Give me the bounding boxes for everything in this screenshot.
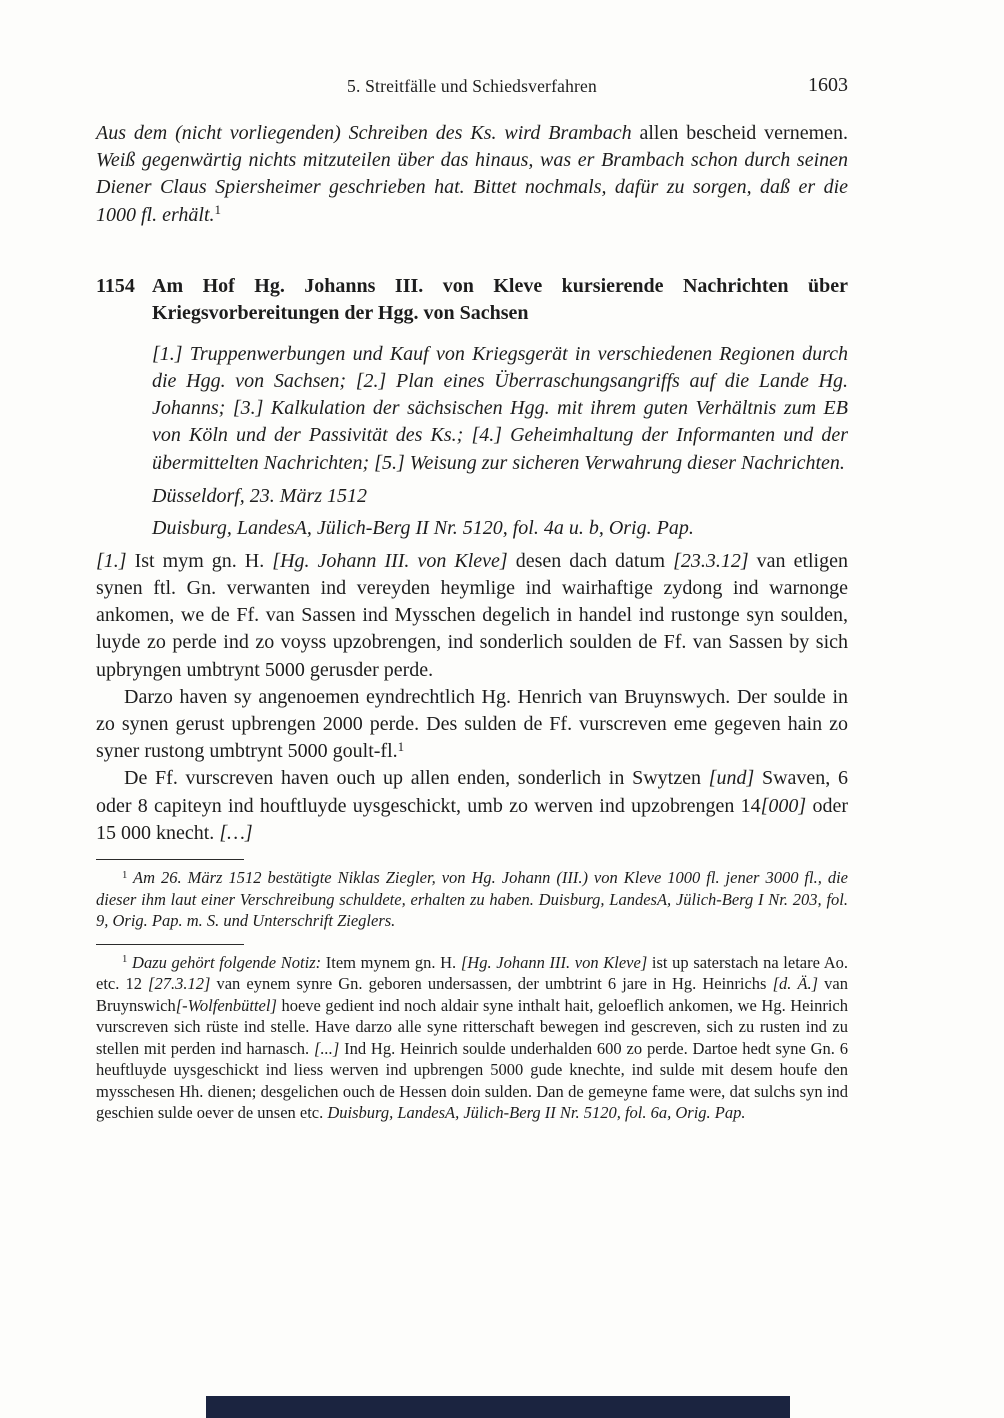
entry-number: 1154	[96, 274, 135, 297]
footnote: $^1$ Dazu gehört folgende Notiz: Item mynem gn. H. [Hg. Johann III. von Kleve] ist up saterstach na letare Ao. etc. 12 [27.3.12] van eynem synre Gn. geboren undersassen, der umbtrint 6 jare in Hg. Heinrichs [d. Ä.] van Bruynswich[-Wolfenbüttel] hoeve gedient ind noch aldair syne inthalt hait, geloeflich ankomen, we Hg. Heinrich vurscreven sich rüste ind stelle. Have darzo alle syne ritterschaft bewegen ind gescreven, sich zu rusten ind zu stellen mit perden ind harnasch. [...] Ind Hg. Heinrich soulde underhalden 600 zo perde. Dartoe hedt syne Gn. 6 heuftluyde uysgeschickt ind liess werven ind upbrengen 5000 gude knechte, ind sulde mit desem houfe den mysschesen Hh. dienen; desgelichen ouch de Hessen doin sulden. Dan de gemeyne fame were, dat sulchs syn ind geschien sulde oever de unsen etc. Duisburg, LandesA, Jülich-Berg II Nr. 5120, fol. 6a, Orig. Pap.	[96, 952, 849, 1123]
entry-heading	[96, 273, 848, 328]
body-paragraph: De Ff. vurscreven haven ouch up allen enden, sonderlich in Swytzen [und] Swaven, 6 oder 8 capiteyn ind houftluyde uysgeschickt, umb zo werven ind upzobrengen 14[000] oder 15 000 knecht. […]	[96, 767, 849, 844]
entry-place-date: Düsseldorf, 23. März 1512	[152, 484, 368, 507]
entry-source: Duisburg, LandesA, Jülich-Berg II Nr. 5120, fol. 4a u. b, Orig. Pap.	[152, 516, 694, 539]
entry-summary: [1.] Truppenwerbungen und Kauf von Kriegsgerät in verschiedenen Regionen durch die Hgg. von Sachsen; [2.] Plan eines Überraschungsangriffs auf die Lande Hg. Johanns; [3.] Kalkulation der sächsischen Hgg. mit ihrem guten Verhältnis zum EB von Köln und der Passivität des Ks.; [4.] Geheimhaltung der Informanten und der übermittelten Nachrichten; [5.] Weisung zur sicheren Verwahrung dieser Nachrichten.	[152, 342, 848, 474]
footnote: $^1$ Am 26. März 1512 bestätigte Niklas Ziegler, von Hg. Johann (III.) von Kleve 1000 fl. jener 3000 fl., die dieser ihm laut einer Verschreibung schuldete, erhalten zu haben. Duisburg, LandesA, Jülich-Berg I Nr. 203, fol. 9, Orig. Pap. m. S. und Unterschrift Zieglers.	[96, 868, 848, 931]
running-title: 5. Streitfälle und Schiedsverfahren	[347, 76, 597, 96]
running-header	[96, 76, 848, 102]
page-number: 1603	[808, 74, 848, 96]
entry-title: Am Hof Hg. Johanns III. von Kleve kursierende Nachrichten über Kriegsvorbereitungen der Hgg. von Sachsen	[152, 274, 848, 325]
intro-paragraph: Aus dem (nicht vorliegenden) Schreiben des Ks. wird Brambach allen bescheid vernemen. Weiß gegenwärtig nichts mitzuteilen über das hinaus, was er Brambach schon durch seinen Diener Claus Spiersheimer geschrieben hat. Bittet nochmals, dafür zu sorgen, daß er die 1000 fl. erhält.$^1$	[96, 122, 849, 226]
body-paragraph: Darzo haven sy angenoemen eyndrechtlich Hg. Henrich van Bruynswych. Der soulde in zo synen gerust upbrengen 2000 perde. Des sulden de Ff. vurscreven eme gegeven hain zo syner rustong umbtrynt 5000 goult-fl.$^1$	[96, 685, 848, 763]
scan-artifact-bar	[206, 1396, 790, 1418]
footnote-separator	[96, 944, 244, 945]
footnote-separator	[96, 859, 244, 860]
body-paragraph: [1.] Ist mym gn. H. [Hg. Johann III. von Kleve] desen dach datum [23.3.12] van etligen synen ftl. Gn. verwanten ind vereyden heymlige ind wairhaftige zydong ind warnonge ankomen, we de Ff. van Sassen ind Mysschen degelich in handel ind rustonge syn soulden, luyde zo perde ind zo voyss upzobrengen, ind sonderlich soulden de Ff. van Sassen by sich upbryngen umbtrynt 5000 gerusder perde.	[96, 549, 848, 681]
